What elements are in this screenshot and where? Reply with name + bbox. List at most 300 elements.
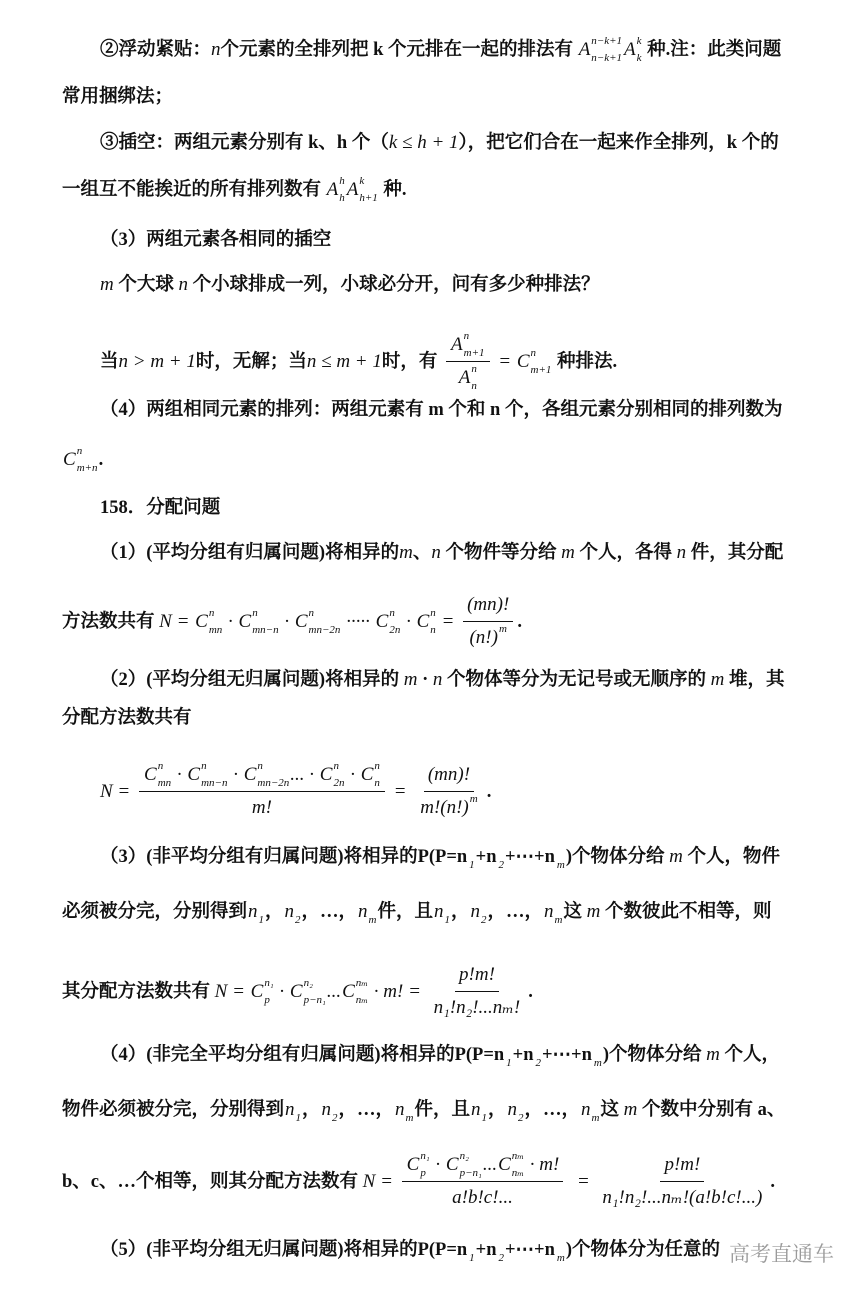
text-run: ，…， [487, 902, 544, 922]
math-base: C [144, 764, 157, 785]
math-term [624, 37, 642, 63]
math-scripts [374, 760, 380, 789]
fraction-denominator [248, 792, 276, 821]
math-term [416, 606, 436, 636]
superscript: n [308, 606, 315, 619]
subscript: nₘ [355, 993, 369, 1006]
math-expression: m [669, 846, 683, 867]
text-run: 个数彼此不相等，则 [600, 902, 772, 922]
fraction-denominator [415, 792, 482, 821]
text-run: . [528, 981, 533, 1002]
text-run: . [98, 450, 104, 470]
math-expression: m [403, 669, 418, 690]
text-run: 个小球排成一列，小球必分开，问有多少种排法？ [188, 275, 600, 295]
text-run: 其分配方法数共有 [62, 981, 215, 1002]
math-term [195, 606, 223, 636]
math-scripts [389, 606, 401, 636]
superscript [482, 1096, 488, 1107]
subscript: 1 [481, 1112, 488, 1124]
text-line [100, 1237, 720, 1263]
math-term [395, 1097, 413, 1123]
math-term [535, 1044, 542, 1069]
math-scripts [530, 346, 552, 376]
math-expression: p!m! [459, 964, 495, 985]
math-scripts [481, 901, 487, 926]
math-expression: = [493, 350, 516, 372]
math-scripts [339, 175, 345, 204]
math-expression: · [228, 764, 243, 785]
subscript: 2n [333, 777, 345, 789]
math-term [320, 762, 345, 788]
subscript [470, 811, 478, 822]
math-scripts [469, 846, 475, 871]
math-base: n [581, 1099, 591, 1120]
math-expression: = [567, 1170, 595, 1192]
fraction [402, 1152, 564, 1211]
math-scripts [257, 760, 290, 789]
text-run: +⋯+n [505, 1240, 555, 1260]
text-run: 分配方法数共有 [62, 708, 192, 728]
math-term [289, 976, 326, 1006]
math-term [420, 795, 477, 821]
math-base: C [516, 350, 530, 372]
subscript: m [591, 1112, 600, 1124]
math-term [434, 899, 450, 925]
text-line [100, 1042, 780, 1068]
text-run: 这 [563, 902, 587, 922]
math-term [285, 1097, 301, 1123]
superscript: n [463, 330, 470, 342]
text-run: 物件必须被分完，分别得到 [62, 1100, 285, 1120]
fraction-numerator [660, 1152, 704, 1182]
text-run: （5）(非平均分组无归属问题)将相异的P(P=n [100, 1240, 468, 1260]
math-scripts [332, 1099, 338, 1124]
math-term [250, 976, 274, 1006]
math-expression: m [586, 901, 601, 922]
math-expression: a!b!c!... [452, 1187, 513, 1208]
math-base: C [243, 764, 257, 785]
math-term [468, 1239, 475, 1264]
superscript [506, 1041, 512, 1052]
superscript [332, 1096, 338, 1107]
text-run: 个人， [719, 1045, 781, 1065]
superscript [557, 843, 565, 854]
math-base: C [294, 610, 308, 632]
subscript: 1 [295, 1112, 302, 1124]
math-scripts [511, 1150, 525, 1179]
math-scripts [264, 976, 274, 1006]
math-expression: ... · [290, 764, 319, 785]
math-base: A [346, 179, 359, 200]
math-base: n [434, 901, 444, 922]
math-base: m!(n!) [420, 797, 469, 818]
superscript: n [257, 760, 263, 772]
superscript: n−k+1 [591, 35, 623, 47]
superscript: n [252, 606, 258, 619]
text-line [62, 705, 192, 731]
subscript: mn−n [252, 623, 279, 636]
math-term [347, 177, 378, 203]
superscript: n [208, 606, 215, 619]
superscript [406, 1096, 414, 1107]
math-expression: · [274, 980, 289, 1002]
math-scripts [76, 445, 98, 474]
formula-line [62, 447, 103, 473]
text-run: 158．分配问题 [100, 498, 221, 518]
text-run: （3）两组元素各相同的插空 [100, 230, 332, 250]
formula-line [62, 962, 533, 1021]
math-expression: m [561, 542, 575, 563]
math-base: C [375, 610, 389, 632]
fraction-numerator [463, 592, 513, 622]
math-term [407, 1152, 430, 1178]
math-scripts [420, 1150, 430, 1179]
math-base: n [544, 901, 554, 922]
math-scripts [481, 1099, 488, 1124]
math-term [471, 1097, 487, 1123]
math-expression: N = [159, 610, 195, 632]
math-scripts [333, 760, 345, 789]
math-expression: (mn)! [467, 594, 510, 615]
superscript [518, 1096, 524, 1107]
math-term [471, 899, 487, 925]
text-line [100, 540, 783, 566]
math-expression: n₁!n₂!...nₘ!(a!b!c!...) [602, 1187, 763, 1208]
math-scripts [471, 363, 477, 392]
text-run: 件，其分配 [686, 543, 784, 563]
subscript: 1 [469, 1252, 475, 1264]
math-base: C [498, 1154, 511, 1175]
math-term [375, 606, 401, 636]
math-expression: n₁!n₂!...nₘ! [433, 997, 521, 1018]
text-run: 种. [378, 180, 407, 200]
math-scripts [498, 623, 507, 649]
math-expression: · [279, 610, 294, 632]
math-expression: · [223, 610, 238, 632]
subscript: 1 [444, 914, 451, 926]
math-term [508, 1097, 524, 1123]
text-run: b、c、…个相等，则其分配方法数有 [62, 1171, 363, 1192]
math-expression: ... [326, 980, 342, 1002]
math-expression: ... [482, 1154, 498, 1175]
text-run: ③插空：两组元素分别有 k、h 个（ [100, 133, 389, 153]
fraction [598, 1152, 766, 1211]
superscript [594, 1041, 602, 1052]
math-term [342, 976, 369, 1006]
superscript [295, 898, 301, 909]
math-expression: = [388, 780, 412, 802]
math-scripts [157, 760, 172, 789]
text-run: 个物体等分为无记号或无顺序的 [442, 670, 711, 690]
fraction-denominator [430, 992, 525, 1021]
superscript: k [359, 175, 365, 187]
formula-line [62, 592, 522, 651]
superscript: k [636, 35, 642, 47]
fraction [446, 332, 489, 391]
math-base: C [195, 610, 208, 632]
subscript: n [430, 623, 436, 636]
math-scripts [295, 1099, 302, 1124]
math-scripts [405, 1099, 414, 1124]
subscript: n−k+1 [591, 52, 623, 64]
math-expression: m [706, 1044, 720, 1065]
math-scripts [469, 793, 478, 819]
math-scripts [308, 606, 341, 636]
text-run: ，…， [338, 1100, 395, 1120]
math-expression: p!m! [664, 1154, 701, 1175]
math-expression: n > m + 1 [118, 350, 196, 372]
section-title-158 [100, 495, 220, 521]
text-line [62, 899, 772, 925]
math-base: A [326, 179, 339, 200]
text-run: 必须被分完，分别得到 [62, 902, 248, 922]
text-run: ， [488, 1100, 507, 1120]
subscript: mn [208, 623, 223, 636]
text-run: ，…， [301, 902, 358, 922]
subscript: p−n₁ [303, 993, 326, 1006]
text-run: . [517, 611, 522, 632]
math-term [322, 1097, 338, 1123]
math-term [459, 365, 477, 391]
superscript [536, 1041, 542, 1052]
math-expression: m! [251, 797, 272, 818]
text-line [62, 84, 173, 110]
math-expression: · m! = [369, 980, 426, 1002]
math-term [358, 899, 376, 925]
subscript: mn [157, 777, 172, 789]
math-scripts [208, 606, 223, 636]
fraction-numerator [424, 762, 474, 792]
math-base: A [451, 334, 463, 355]
math-term [556, 846, 565, 871]
superscript [555, 898, 563, 909]
superscript [499, 843, 505, 854]
text-run: 方法数共有 [62, 611, 160, 632]
fraction [139, 762, 385, 821]
math-expression: n [178, 274, 188, 295]
text-run: （4）两组相同元素的排列：两组元素有 m 个和 n 个，各组元素分别相同的排列数为 [100, 400, 783, 420]
text-run: ， [302, 1100, 321, 1120]
math-expression: = [436, 610, 460, 632]
math-scripts [430, 606, 436, 636]
math-term [446, 1152, 482, 1178]
math-term [579, 37, 622, 63]
math-base: C [187, 764, 201, 785]
math-term [451, 332, 484, 358]
math-expression: · [430, 1154, 445, 1175]
text-run: 个元素的全排列把 k 个元排在一起的排法有 [220, 40, 578, 60]
text-run: （1）(平均分组有归属问题)将相异的 [100, 543, 400, 563]
math-scripts [591, 1099, 600, 1124]
superscript [469, 1236, 475, 1247]
math-base: C [360, 764, 374, 785]
subscript: n [471, 380, 477, 392]
math-scripts [359, 175, 378, 204]
math-term [144, 762, 171, 788]
math-term [498, 846, 505, 871]
math-base: C [319, 764, 333, 785]
superscript: n₂ [303, 976, 313, 989]
subscript: m+n [76, 462, 98, 474]
fraction-numerator [139, 762, 385, 792]
math-scripts [459, 1150, 482, 1179]
fraction [463, 592, 513, 651]
math-expression: k ≤ h + 1 [388, 132, 459, 153]
subscript: m [556, 859, 565, 871]
text-run: （2）(平均分组无归属问题)将相异的 [100, 670, 404, 690]
superscript: n₁ [420, 1150, 430, 1162]
text-run: 、 [412, 543, 432, 563]
text-run: ， [265, 902, 284, 922]
superscript [469, 843, 475, 854]
superscript: n [389, 606, 395, 619]
fraction-denominator [454, 362, 482, 391]
math-base: C [445, 1154, 459, 1175]
math-expression: N = [100, 780, 135, 802]
math-term [469, 625, 506, 651]
text-run: ②浮动紧贴： [100, 40, 212, 60]
subscript: m+1 [463, 347, 485, 359]
math-term [238, 606, 279, 636]
subscript: k [636, 52, 642, 64]
superscript: h [339, 175, 345, 187]
text-line [100, 667, 785, 693]
math-scripts [303, 976, 326, 1006]
subscript: mn−2n [257, 777, 290, 789]
superscript [481, 898, 487, 909]
superscript [369, 898, 377, 909]
text-run: )个物体分给 [602, 1045, 707, 1065]
math-scripts [554, 901, 563, 926]
formula-line [100, 332, 617, 391]
text-run: 时，有 [381, 351, 443, 372]
fraction-denominator [598, 1182, 766, 1211]
math-expression: n [676, 542, 687, 563]
text-run: 个人，各得 [574, 543, 677, 563]
formula-line [62, 1152, 775, 1211]
math-base: n [507, 1099, 518, 1120]
text-line-floating-adjacent [100, 37, 781, 63]
text-run: +n [475, 1240, 497, 1260]
math-term [327, 177, 345, 203]
text-run: 个数中分别有 a、 [637, 1100, 786, 1120]
subscript: mn−2n [308, 623, 341, 636]
text-run: （3）(非平均分组有归属问题)将相异的P(P=n [100, 847, 468, 867]
math-scripts [591, 35, 623, 64]
math-term [593, 1044, 602, 1069]
math-base: C [63, 449, 76, 470]
subscript: 2 [481, 914, 487, 926]
subscript: 2 [498, 1252, 505, 1264]
fraction-denominator [464, 622, 511, 651]
subscript: p−n₁ [459, 1167, 482, 1179]
math-scripts [444, 901, 451, 926]
math-scripts [295, 901, 301, 926]
math-expression: (mn)! [427, 764, 471, 785]
math-term [505, 1044, 512, 1069]
math-term [468, 846, 475, 871]
subscript: 1 [506, 1057, 512, 1069]
text-run: 个大球 [113, 275, 179, 295]
math-term [187, 762, 227, 788]
superscript [445, 898, 451, 909]
math-base: n [395, 1099, 405, 1120]
math-term [581, 1097, 599, 1123]
text-run: 常用捆绑法； [62, 87, 174, 107]
superscript [557, 1236, 565, 1247]
math-scripts [252, 606, 279, 636]
math-base: C [406, 1154, 420, 1175]
superscript: n [201, 760, 207, 772]
fraction-numerator [446, 332, 489, 362]
math-expression: m [100, 274, 114, 295]
text-run: 这 [600, 1100, 624, 1120]
superscript: n₁ [264, 976, 274, 989]
superscript: m [498, 623, 507, 635]
math-scripts [201, 760, 228, 789]
math-expression: · [345, 764, 360, 785]
subscript: nₘ [511, 1167, 525, 1179]
math-expression: N = [362, 1170, 398, 1192]
subscript: p [264, 993, 270, 1006]
math-base: C [342, 980, 355, 1002]
text-line [100, 272, 600, 298]
math-base: C [238, 610, 252, 632]
superscript: n [76, 445, 83, 457]
formula-line [100, 762, 491, 821]
superscript: n [374, 760, 380, 772]
math-base: n [358, 901, 368, 922]
math-term [294, 606, 341, 636]
text-run: 种.注：此类问题 [642, 40, 782, 60]
subscript: m [405, 1112, 414, 1124]
text-run: +n [512, 1045, 534, 1065]
text-run: ），把它们合在一起来作全排列，k 个的 [458, 133, 779, 153]
text-run: . [770, 1171, 775, 1192]
subscript: p [420, 1167, 426, 1179]
text-run: +⋯+n [542, 1045, 592, 1065]
math-scripts [556, 846, 565, 871]
text-run: 一组互不能挨近的所有排列数有 [62, 180, 326, 200]
text-run: 当 [100, 351, 119, 372]
superscript: n [430, 606, 436, 619]
text-run: +⋯+n [505, 847, 555, 867]
fraction [430, 962, 525, 1021]
math-expression: · m! [525, 1154, 560, 1175]
math-scripts [636, 35, 642, 64]
text-run: 个人，物件 [682, 847, 781, 867]
text-run: 种排法. [552, 351, 618, 372]
subscript: 2n [389, 623, 401, 636]
subscript: 2 [535, 1057, 542, 1069]
text-line [62, 177, 407, 203]
subscript: m [556, 1252, 565, 1264]
subscript: 2 [498, 859, 505, 871]
subscript: 2 [518, 1112, 524, 1124]
math-term [248, 899, 264, 925]
math-expression: n ≤ m + 1 [306, 350, 382, 372]
math-base: n [321, 1099, 332, 1120]
math-base: (n!) [469, 627, 498, 648]
text-run: 堆，其 [724, 670, 785, 690]
math-expression: · [401, 610, 416, 632]
subscript [499, 641, 507, 652]
math-base: C [416, 610, 430, 632]
text-run: · [417, 670, 433, 690]
subscript: 2 [332, 1112, 338, 1124]
math-scripts [258, 901, 265, 926]
math-base: n [248, 901, 258, 922]
